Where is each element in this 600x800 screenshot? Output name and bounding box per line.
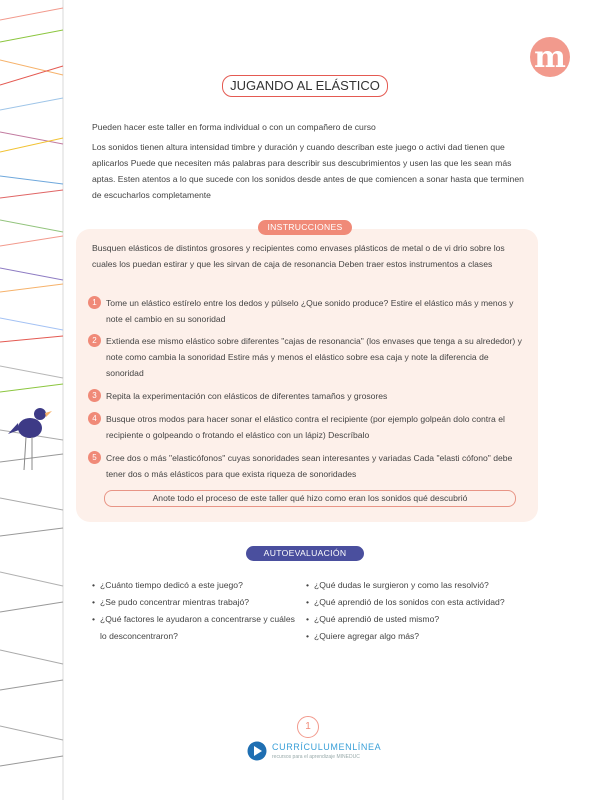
page-number: 1 <box>297 716 319 738</box>
play-logo-icon <box>247 741 267 761</box>
brand-logo: m <box>530 37 570 77</box>
self-evaluation-questions-left <box>92 577 302 645</box>
step-text: Tome un elástico estírelo entre los dedos y púlselo ¿Que sonido produce? Estire el elástico más y menos y note el cambio en su sonoridad <box>106 298 514 324</box>
process-note: Anote todo el proceso de este taller qué hizo como eran los sonidos qué descubrió <box>104 490 516 507</box>
page-title: JUGANDO AL ELÁSTICO <box>222 75 388 97</box>
question-item: • ¿Cuánto tiempo dedicó a este juego? <box>92 577 302 594</box>
question-item: • ¿Quiere agregar algo más? <box>306 628 546 645</box>
step-number-badge: 3 <box>88 389 101 402</box>
intro-paragraph-1: Pueden hacer este taller en forma individual o con un compañero de curso <box>92 122 376 132</box>
instructions-intro: Busquen elásticos de distintos grosores y recipientes como envases plásticos de metal o de vi drio sobre los cuales los puedan estirar y que les sirvan de caja de resonancia Deben traer estos instrumentos a clases <box>92 243 505 269</box>
brand-subtitle: recursos para el aprendizaje MINEDUC <box>272 754 360 760</box>
step-text: Extienda ese mismo elástico sobre diferentes "cajas de resonancia" (los envases que tenga a su alrededor) y note como cambia la sonoridad Estire más y menos el elástico sobre esa caja y note la diferencia de sonoridad <box>106 336 522 378</box>
self-evaluation-label: AUTOEVALUACIÓN <box>246 546 364 561</box>
step-number-badge: 5 <box>88 451 101 464</box>
question-item: • ¿Qué factores le ayudaron a concentrarse y cuáles lo desconcentraron? <box>92 611 302 645</box>
question-item: • ¿Qué aprendió de los sonidos con esta actividad? <box>306 594 546 611</box>
instructions-label: INSTRUCCIONES <box>258 220 352 235</box>
brand-name: CURRÍCULUMENLÍNEA <box>272 742 382 752</box>
step-number-badge: 2 <box>88 334 101 347</box>
question-item: • ¿Qué dudas le surgieron y como las resolvió? <box>306 577 546 594</box>
step-number-badge: 1 <box>88 296 101 309</box>
question-item: • ¿Se pudo concentrar mientras trabajó? <box>92 594 302 611</box>
question-item: • ¿Qué aprendió de usted mismo? <box>306 611 546 628</box>
step-text: Busque otros modos para hacer sonar el elástico contra el recipiente (por ejemplo golpeán dolo contra el recipiente o golpeando o frotando el elástico con un lápiz) Descríbalo <box>106 414 505 440</box>
step-text: Repita la experimentación con elásticos de diferentes tamaños y grosores <box>106 391 388 401</box>
step-text: Cree dos o más "elasticófonos" cuyas sonoridades sean interesantes y variadas Cada "elasti cófono" debe tener dos o más elásticos para que exista riqueza de sonoridades <box>106 453 513 479</box>
bird-icon <box>8 408 52 470</box>
decorative-strings-border <box>0 0 70 800</box>
intro-paragraph-2: Los sonidos tienen altura intensidad timbre y duración y cuando describan este juego o activi dad tienen que aplicarlos Puede que necesiten más palabras para describir sus descubrimientos y usen las que les sean más aptas. Esten atentos a lo que sucede con los sonidos desde antes de que comiencen a sonar hasta que terminen de escucharlos completamente <box>92 142 524 200</box>
self-evaluation-questions-right <box>306 577 546 645</box>
step-number-badge: 4 <box>88 412 101 425</box>
